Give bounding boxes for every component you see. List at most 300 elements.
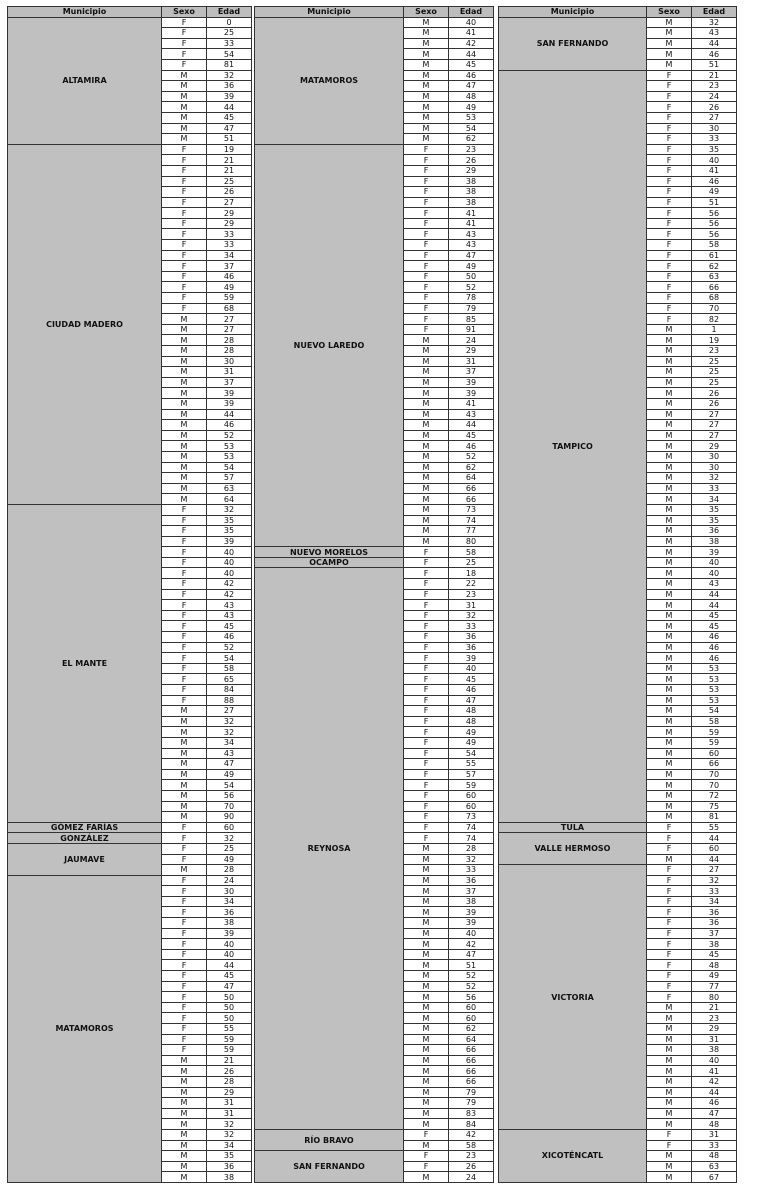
edad-cell: 40 xyxy=(207,547,252,558)
edad-cell: 27 xyxy=(692,865,737,876)
edad-cell: 49 xyxy=(692,971,737,982)
edad-cell: 57 xyxy=(449,769,494,780)
sexo-cell: M xyxy=(647,1055,692,1066)
sexo-cell: F xyxy=(647,165,692,176)
sexo-cell: M xyxy=(647,388,692,399)
edad-cell: 36 xyxy=(207,81,252,92)
edad-cell: 54 xyxy=(207,49,252,60)
edad-cell: 32 xyxy=(449,610,494,621)
edad-cell: 51 xyxy=(692,197,737,208)
sexo-cell: M xyxy=(647,579,692,590)
sexo-cell: M xyxy=(162,420,207,431)
edad-cell: 36 xyxy=(449,632,494,643)
edad-cell: 36 xyxy=(692,918,737,929)
edad-cell: 43 xyxy=(692,28,737,39)
table-row xyxy=(8,833,252,844)
sexo-cell: M xyxy=(404,112,449,123)
sexo-cell: F xyxy=(647,134,692,145)
edad-cell: 32 xyxy=(207,1119,252,1130)
sexo-cell: M xyxy=(647,409,692,420)
edad-cell: 60 xyxy=(449,1013,494,1024)
edad-cell: 65 xyxy=(207,674,252,685)
sexo-cell: F xyxy=(404,240,449,251)
edad-cell: 31 xyxy=(449,600,494,611)
edad-cell: 70 xyxy=(207,801,252,812)
sexo-cell: F xyxy=(404,790,449,801)
sexo-cell: F xyxy=(162,536,207,547)
table-row xyxy=(255,1129,494,1140)
data-table xyxy=(7,6,252,1183)
edad-cell: 41 xyxy=(449,28,494,39)
sexo-cell: M xyxy=(647,1087,692,1098)
table-row xyxy=(499,1129,737,1140)
edad-cell: 30 xyxy=(692,462,737,473)
edad-cell: 46 xyxy=(207,420,252,431)
municipio-cell: OCAMPO xyxy=(255,557,404,568)
edad-cell: 21 xyxy=(692,1002,737,1013)
edad-cell: 90 xyxy=(207,812,252,823)
header-municipio: Municipio xyxy=(255,7,404,18)
edad-cell: 56 xyxy=(692,229,737,240)
edad-cell: 28 xyxy=(449,843,494,854)
sexo-cell: F xyxy=(404,716,449,727)
edad-cell: 30 xyxy=(692,451,737,462)
municipio-cell: SAN FERNANDO xyxy=(255,1151,404,1183)
sexo-cell: M xyxy=(162,716,207,727)
sexo-cell: F xyxy=(404,293,449,304)
sexo-cell: F xyxy=(162,197,207,208)
sexo-cell: M xyxy=(404,49,449,60)
sexo-cell: M xyxy=(404,70,449,81)
sexo-cell: F xyxy=(404,271,449,282)
edad-cell: 39 xyxy=(449,653,494,664)
sexo-cell: F xyxy=(404,769,449,780)
edad-cell: 46 xyxy=(692,632,737,643)
municipio-cell: NUEVO LAREDO xyxy=(255,144,404,547)
header-edad: Edad xyxy=(692,7,737,18)
edad-cell: 44 xyxy=(692,589,737,600)
edad-cell: 24 xyxy=(207,875,252,886)
edad-cell: 45 xyxy=(207,621,252,632)
edad-cell: 38 xyxy=(692,536,737,547)
sexo-cell: M xyxy=(647,790,692,801)
sexo-cell: F xyxy=(162,568,207,579)
sexo-cell: M xyxy=(162,473,207,484)
sexo-cell: F xyxy=(162,557,207,568)
sexo-cell: M xyxy=(647,473,692,484)
sexo-cell: F xyxy=(162,579,207,590)
edad-cell: 59 xyxy=(207,293,252,304)
edad-cell: 52 xyxy=(449,971,494,982)
sexo-cell: F xyxy=(162,1045,207,1056)
table-row xyxy=(8,17,252,28)
edad-cell: 41 xyxy=(692,1066,737,1077)
edad-cell: 25 xyxy=(207,28,252,39)
sexo-cell: F xyxy=(404,208,449,219)
edad-cell: 44 xyxy=(449,49,494,60)
sexo-cell: F xyxy=(404,737,449,748)
sexo-cell: M xyxy=(647,780,692,791)
sexo-cell: M xyxy=(404,907,449,918)
edad-cell: 40 xyxy=(692,1055,737,1066)
sexo-cell: F xyxy=(404,801,449,812)
municipio-cell: EL MANTE xyxy=(8,504,162,822)
sexo-cell: M xyxy=(647,685,692,696)
sexo-cell: F xyxy=(162,1002,207,1013)
edad-cell: 42 xyxy=(449,939,494,950)
edad-cell: 40 xyxy=(207,949,252,960)
sexo-cell: M xyxy=(162,769,207,780)
edad-cell: 33 xyxy=(449,621,494,632)
edad-cell: 25 xyxy=(692,356,737,367)
edad-cell: 47 xyxy=(449,250,494,261)
edad-cell: 24 xyxy=(692,91,737,102)
edad-cell: 70 xyxy=(692,780,737,791)
sexo-cell: M xyxy=(162,430,207,441)
edad-cell: 24 xyxy=(449,1172,494,1183)
edad-cell: 44 xyxy=(207,102,252,113)
sexo-cell: F xyxy=(404,218,449,229)
sexo-cell: M xyxy=(647,547,692,558)
sexo-cell: M xyxy=(404,123,449,134)
edad-cell: 26 xyxy=(692,102,737,113)
edad-cell: 32 xyxy=(207,504,252,515)
sexo-cell: F xyxy=(404,695,449,706)
sexo-cell: M xyxy=(647,759,692,770)
edad-cell: 34 xyxy=(692,896,737,907)
sexo-cell: M xyxy=(404,515,449,526)
edad-cell: 34 xyxy=(207,896,252,907)
sexo-cell: M xyxy=(162,1087,207,1098)
sexo-cell: F xyxy=(647,843,692,854)
sexo-cell: M xyxy=(647,398,692,409)
edad-cell: 55 xyxy=(449,759,494,770)
sexo-cell: F xyxy=(647,218,692,229)
sexo-cell: F xyxy=(647,123,692,134)
sexo-cell: M xyxy=(647,1002,692,1013)
sexo-cell: M xyxy=(404,960,449,971)
sexo-cell: M xyxy=(647,1172,692,1183)
sexo-cell: F xyxy=(404,748,449,759)
edad-cell: 60 xyxy=(692,843,737,854)
edad-cell: 50 xyxy=(449,271,494,282)
sexo-cell: M xyxy=(162,441,207,452)
edad-cell: 77 xyxy=(692,981,737,992)
edad-cell: 47 xyxy=(207,759,252,770)
sexo-cell: F xyxy=(647,886,692,897)
edad-cell: 91 xyxy=(449,324,494,335)
sexo-cell: M xyxy=(647,59,692,70)
sexo-cell: M xyxy=(647,695,692,706)
edad-cell: 54 xyxy=(692,706,737,717)
sexo-cell: F xyxy=(162,896,207,907)
sexo-cell: M xyxy=(404,875,449,886)
sexo-cell: M xyxy=(162,356,207,367)
sexo-cell: F xyxy=(162,642,207,653)
sexo-cell: M xyxy=(647,441,692,452)
edad-cell: 79 xyxy=(449,1087,494,1098)
sexo-cell: F xyxy=(647,833,692,844)
sexo-cell: F xyxy=(647,187,692,198)
sexo-cell: M xyxy=(404,483,449,494)
sexo-cell: F xyxy=(162,589,207,600)
edad-cell: 32 xyxy=(207,1129,252,1140)
edad-cell: 38 xyxy=(692,939,737,950)
sexo-cell: F xyxy=(404,822,449,833)
sexo-cell: M xyxy=(162,494,207,505)
sexo-cell: F xyxy=(404,610,449,621)
sexo-cell: F xyxy=(162,886,207,897)
sexo-cell: F xyxy=(162,218,207,229)
edad-cell: 54 xyxy=(207,780,252,791)
sexo-cell: M xyxy=(162,790,207,801)
sexo-cell: M xyxy=(647,451,692,462)
edad-cell: 23 xyxy=(692,1013,737,1024)
edad-cell: 52 xyxy=(207,642,252,653)
edad-cell: 48 xyxy=(692,1151,737,1162)
sexo-cell: M xyxy=(404,1002,449,1013)
sexo-cell: F xyxy=(404,568,449,579)
sexo-cell: M xyxy=(404,346,449,357)
sexo-cell: M xyxy=(647,483,692,494)
sexo-cell: M xyxy=(647,748,692,759)
sexo-cell: F xyxy=(162,282,207,293)
sexo-cell: M xyxy=(404,91,449,102)
sexo-cell: F xyxy=(404,642,449,653)
sexo-cell: M xyxy=(647,568,692,579)
edad-cell: 72 xyxy=(692,790,737,801)
edad-cell: 26 xyxy=(449,155,494,166)
edad-cell: 39 xyxy=(207,928,252,939)
edad-cell: 52 xyxy=(449,981,494,992)
edad-cell: 79 xyxy=(449,1098,494,1109)
edad-cell: 80 xyxy=(449,536,494,547)
edad-cell: 88 xyxy=(207,695,252,706)
sexo-cell: F xyxy=(162,928,207,939)
edad-cell: 52 xyxy=(449,282,494,293)
sexo-cell: F xyxy=(162,971,207,982)
edad-cell: 59 xyxy=(692,727,737,738)
edad-cell: 39 xyxy=(449,907,494,918)
sexo-cell: F xyxy=(162,515,207,526)
sexo-cell: F xyxy=(647,208,692,219)
municipio-cell: NUEVO MORELOS xyxy=(255,547,404,558)
edad-cell: 62 xyxy=(692,261,737,272)
edad-cell: 83 xyxy=(449,1108,494,1119)
sexo-cell: M xyxy=(404,398,449,409)
sexo-cell: F xyxy=(162,907,207,918)
sexo-cell: F xyxy=(162,822,207,833)
sexo-cell: F xyxy=(647,896,692,907)
edad-cell: 31 xyxy=(207,367,252,378)
sexo-cell: M xyxy=(404,504,449,515)
edad-cell: 35 xyxy=(692,515,737,526)
edad-cell: 21 xyxy=(692,70,737,81)
sexo-cell: M xyxy=(162,1108,207,1119)
edad-cell: 77 xyxy=(449,526,494,537)
edad-cell: 47 xyxy=(207,981,252,992)
edad-cell: 32 xyxy=(207,727,252,738)
edad-cell: 38 xyxy=(449,187,494,198)
sexo-cell: F xyxy=(162,165,207,176)
edad-cell: 52 xyxy=(449,451,494,462)
sexo-cell: M xyxy=(647,38,692,49)
sexo-cell: M xyxy=(404,1076,449,1087)
header-sexo: Sexo xyxy=(404,7,449,18)
header-row xyxy=(255,7,494,18)
sexo-cell: M xyxy=(647,430,692,441)
municipio-cell: REYNOSA xyxy=(255,568,404,1129)
sexo-cell: F xyxy=(647,1129,692,1140)
sexo-cell: F xyxy=(404,250,449,261)
sexo-cell: M xyxy=(162,1140,207,1151)
edad-cell: 45 xyxy=(449,430,494,441)
municipio-cell: CIUDAD MADERO xyxy=(8,144,162,504)
edad-cell: 48 xyxy=(449,706,494,717)
sexo-cell: F xyxy=(647,176,692,187)
table-row xyxy=(8,822,252,833)
sexo-cell: M xyxy=(162,1119,207,1130)
sexo-cell: F xyxy=(404,176,449,187)
sexo-cell: F xyxy=(647,271,692,282)
edad-cell: 45 xyxy=(692,949,737,960)
edad-cell: 49 xyxy=(449,261,494,272)
header-municipio: Municipio xyxy=(499,7,647,18)
sexo-cell: M xyxy=(404,1087,449,1098)
table-row xyxy=(255,1151,494,1162)
edad-cell: 35 xyxy=(692,504,737,515)
edad-cell: 27 xyxy=(692,409,737,420)
edad-cell: 53 xyxy=(207,451,252,462)
edad-cell: 29 xyxy=(449,346,494,357)
sexo-cell: M xyxy=(647,1108,692,1119)
sexo-cell: F xyxy=(404,229,449,240)
sexo-cell: F xyxy=(404,303,449,314)
edad-cell: 36 xyxy=(207,1161,252,1172)
edad-cell: 34 xyxy=(207,250,252,261)
edad-cell: 66 xyxy=(692,759,737,770)
sexo-cell: F xyxy=(162,187,207,198)
sexo-cell: M xyxy=(404,59,449,70)
edad-cell: 35 xyxy=(207,526,252,537)
edad-cell: 25 xyxy=(449,557,494,568)
edad-cell: 37 xyxy=(207,261,252,272)
edad-cell: 60 xyxy=(207,822,252,833)
edad-cell: 30 xyxy=(207,356,252,367)
edad-cell: 37 xyxy=(207,377,252,388)
edad-cell: 46 xyxy=(207,632,252,643)
sexo-cell: M xyxy=(647,335,692,346)
edad-cell: 84 xyxy=(449,1119,494,1130)
edad-cell: 49 xyxy=(449,102,494,113)
sexo-cell: F xyxy=(404,155,449,166)
sexo-cell: M xyxy=(404,1024,449,1035)
edad-cell: 49 xyxy=(207,282,252,293)
edad-cell: 31 xyxy=(207,1108,252,1119)
edad-cell: 62 xyxy=(449,134,494,145)
sexo-cell: M xyxy=(647,346,692,357)
edad-cell: 84 xyxy=(207,685,252,696)
edad-cell: 27 xyxy=(692,112,737,123)
edad-cell: 33 xyxy=(449,865,494,876)
sexo-cell: M xyxy=(647,812,692,823)
sexo-cell: F xyxy=(162,261,207,272)
sexo-cell: M xyxy=(404,526,449,537)
edad-cell: 41 xyxy=(449,208,494,219)
edad-cell: 45 xyxy=(692,610,737,621)
sexo-cell: M xyxy=(647,28,692,39)
edad-cell: 66 xyxy=(449,1076,494,1087)
sexo-cell: M xyxy=(404,134,449,145)
edad-cell: 79 xyxy=(449,303,494,314)
sexo-cell: F xyxy=(647,91,692,102)
sexo-cell: M xyxy=(647,377,692,388)
edad-cell: 23 xyxy=(692,346,737,357)
edad-cell: 19 xyxy=(207,144,252,155)
edad-cell: 55 xyxy=(207,1024,252,1035)
municipio-cell: GÓMEZ FARÍAS xyxy=(8,822,162,833)
sexo-cell: F xyxy=(162,981,207,992)
edad-cell: 33 xyxy=(207,229,252,240)
sexo-cell: M xyxy=(162,1172,207,1183)
edad-cell: 81 xyxy=(692,812,737,823)
edad-cell: 27 xyxy=(207,197,252,208)
sexo-cell: F xyxy=(404,324,449,335)
sexo-cell: F xyxy=(647,144,692,155)
sexo-cell: F xyxy=(162,663,207,674)
sexo-cell: M xyxy=(162,1076,207,1087)
edad-cell: 37 xyxy=(692,928,737,939)
edad-cell: 50 xyxy=(207,1002,252,1013)
sexo-cell: M xyxy=(162,81,207,92)
sexo-cell: F xyxy=(162,695,207,706)
edad-cell: 58 xyxy=(692,240,737,251)
edad-cell: 58 xyxy=(207,663,252,674)
sexo-cell: M xyxy=(647,632,692,643)
sexo-cell: F xyxy=(404,197,449,208)
edad-cell: 52 xyxy=(207,430,252,441)
sexo-cell: M xyxy=(404,949,449,960)
edad-cell: 59 xyxy=(449,780,494,791)
sexo-cell: M xyxy=(647,653,692,664)
sexo-cell: M xyxy=(162,462,207,473)
edad-cell: 43 xyxy=(207,610,252,621)
edad-cell: 60 xyxy=(692,748,737,759)
edad-cell: 32 xyxy=(692,875,737,886)
sexo-cell: F xyxy=(162,1034,207,1045)
edad-cell: 49 xyxy=(449,727,494,738)
edad-cell: 40 xyxy=(692,155,737,166)
edad-cell: 62 xyxy=(449,462,494,473)
sexo-cell: M xyxy=(647,504,692,515)
edad-cell: 54 xyxy=(207,462,252,473)
edad-cell: 68 xyxy=(207,303,252,314)
sexo-cell: F xyxy=(162,600,207,611)
municipio-cell: MATAMOROS xyxy=(8,875,162,1182)
edad-cell: 41 xyxy=(692,165,737,176)
edad-cell: 66 xyxy=(449,1045,494,1056)
sexo-cell: M xyxy=(404,1172,449,1183)
municipio-cell: MATAMOROS xyxy=(255,17,404,144)
edad-cell: 35 xyxy=(207,1151,252,1162)
sexo-cell: M xyxy=(647,769,692,780)
sexo-cell: M xyxy=(162,1098,207,1109)
sexo-cell: M xyxy=(404,536,449,547)
edad-cell: 44 xyxy=(692,1087,737,1098)
edad-cell: 33 xyxy=(692,134,737,145)
edad-cell: 38 xyxy=(449,176,494,187)
edad-cell: 74 xyxy=(449,515,494,526)
